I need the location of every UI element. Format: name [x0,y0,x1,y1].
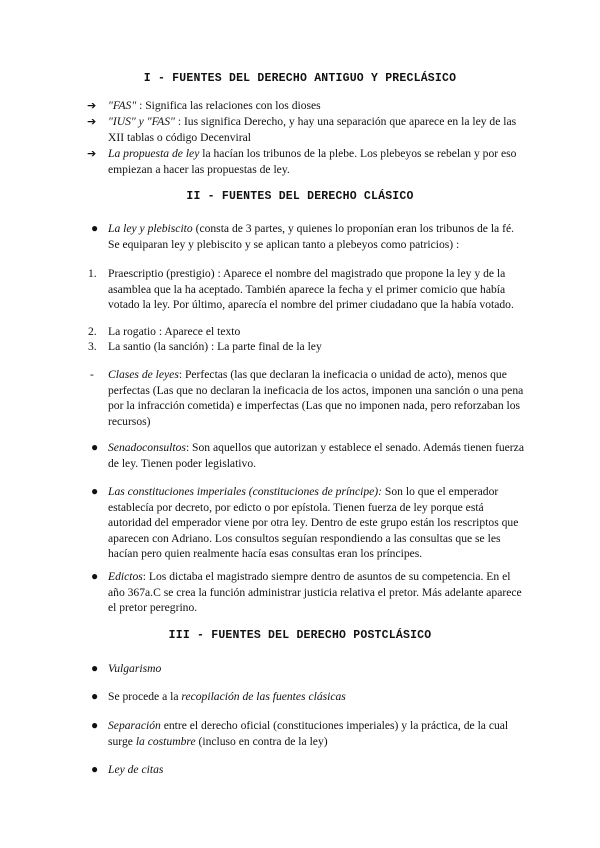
fas-term: "FAS" [108,99,137,112]
ius-fas-term: "IUS" y "FAS" [108,115,175,128]
vulgarismo-term: Vulgarismo [108,662,162,675]
bullet-marker: ● [91,689,99,703]
separacion-item [108,718,526,749]
clases-leyes-item [108,367,526,429]
separacion-text-end: (incluso en contra de la ley) [195,734,328,748]
ley-citas-term: Ley de citas [108,763,164,776]
arrow-marker: ➔ [87,147,97,160]
senadoconsultos-term: Senadoconsultos [108,441,186,454]
recopilacion-text: Se procede a la [108,690,182,703]
bullet-marker: ● [91,221,99,235]
ley-plebiscito-text: (consta de 3 partes, y quienes lo proponían eran los tribunos de la fé. Se equiparan ley y plebiscito y se aplican tanto a plebeyos como patricios) : [108,222,515,251]
rogatio-item: La rogatio : Aparece el texto [108,325,241,338]
ley-citas-item [108,762,526,778]
recopilacion-term: recopilación de las fuentes clásicas [181,690,346,703]
arrow-marker: ➔ [87,99,97,112]
bullet-marker: ● [91,762,99,776]
clases-leyes-text: : Perfectas (las que declaran la ineficacia o unidad de acto), menos que perfectas (Las que no declaran la ineficacia de los actos, imponen una sanción o una pena por la infracción cometida) e imperfectas (Las que no imponen nada, pero reforzaban los recursos) [108,368,524,428]
section-heading-postclasico: III - FUENTES DEL DERECHO POSTCLÁSICO [168,629,432,642]
bullet-marker: ● [91,484,99,498]
vulgarismo-item [108,661,526,677]
ius-fas-text: : Ius significa Derecho, y hay una separación que aparece en la ley de las XII tablas o código Decenviral [108,115,517,144]
edictos-term: Edictos [108,570,143,583]
separacion-term: Separación [108,719,161,732]
list-number: 2. [88,325,97,338]
constituciones-term: Las constituciones imperiales (constituciones de príncipe): [108,485,383,498]
praescriptio-item: Praescriptio (prestigio) : Aparece el nombre del magistrado que propone la ley y de la asamblea que la ha aceptado. También aparece la fecha y el primer comicio que había votado la ley. Por último, aparecía el nombre del primer ciudadano que la había votado. [108,267,514,312]
arrow-marker: ➔ [87,115,97,128]
propuesta-item [108,146,518,177]
bullet-marker: ● [91,569,99,583]
clases-leyes-term: Clases de leyes [108,368,179,381]
santio-item: La santio (la sanción) : La parte final de la ley [108,340,322,353]
separacion-text: entre el derecho oficial (constituciones imperiales) y la práctica, de la cual surge [108,719,509,748]
constituciones-text: Son lo que el emperador establecía por decreto, por edicto o por epístola. Tienen fuerza de ley porque está autoridad del emperador viene por otra ley. Dentro de este grupo están los rescriptos que aparecen con Adriano. Los consultos seguían respondiendo a las consultas que se les hacían pero quien realmente hacía esas consultas eran los príncipes. [108,485,519,561]
bullet-marker: ● [91,661,99,675]
ley-plebiscito-item [108,221,526,252]
bullet-marker: ● [91,440,99,454]
fas-item [108,98,518,114]
constituciones-item [108,484,526,562]
dash-marker: - [90,368,94,381]
costumbre-term: la costumbre [135,734,196,748]
propuesta-text: la hacían los tribunos de la plebe. Los plebeyos se rebelan y por eso empiezan a hacer las propuestas de ley. [108,147,517,176]
section-heading-clasico: II - FUENTES DEL DERECHO CLÁSICO [186,190,414,203]
ius-fas-item [108,114,518,145]
recopilacion-item [108,689,526,705]
senadoconsultos-item [108,440,526,471]
list-number: 1. [88,267,97,280]
edictos-text: : Los dictaba el magistrado siempre dentro de asuntos de su competencia. En el año 367a.C se crea la función administrar justicia relativa el pretor. Más adelante aparece el pretor peregrino. [108,570,522,615]
section-heading-antiguo: I - FUENTES DEL DERECHO ANTIGUO Y PRECLÁSICO [143,72,457,85]
propuesta-term: La propuesta de ley [108,147,200,160]
ley-plebiscito-term: La ley y plebiscito [108,222,193,235]
edictos-item [108,569,526,616]
list-number: 3. [88,340,97,353]
senadoconsultos-text: : Son aquellos que autorizan y establece el senado. Además tienen fuerza de ley. Tienen poder legislativo. [108,441,524,470]
fas-text: : Significa las relaciones con los dioses [136,99,321,112]
bullet-marker: ● [91,718,99,732]
